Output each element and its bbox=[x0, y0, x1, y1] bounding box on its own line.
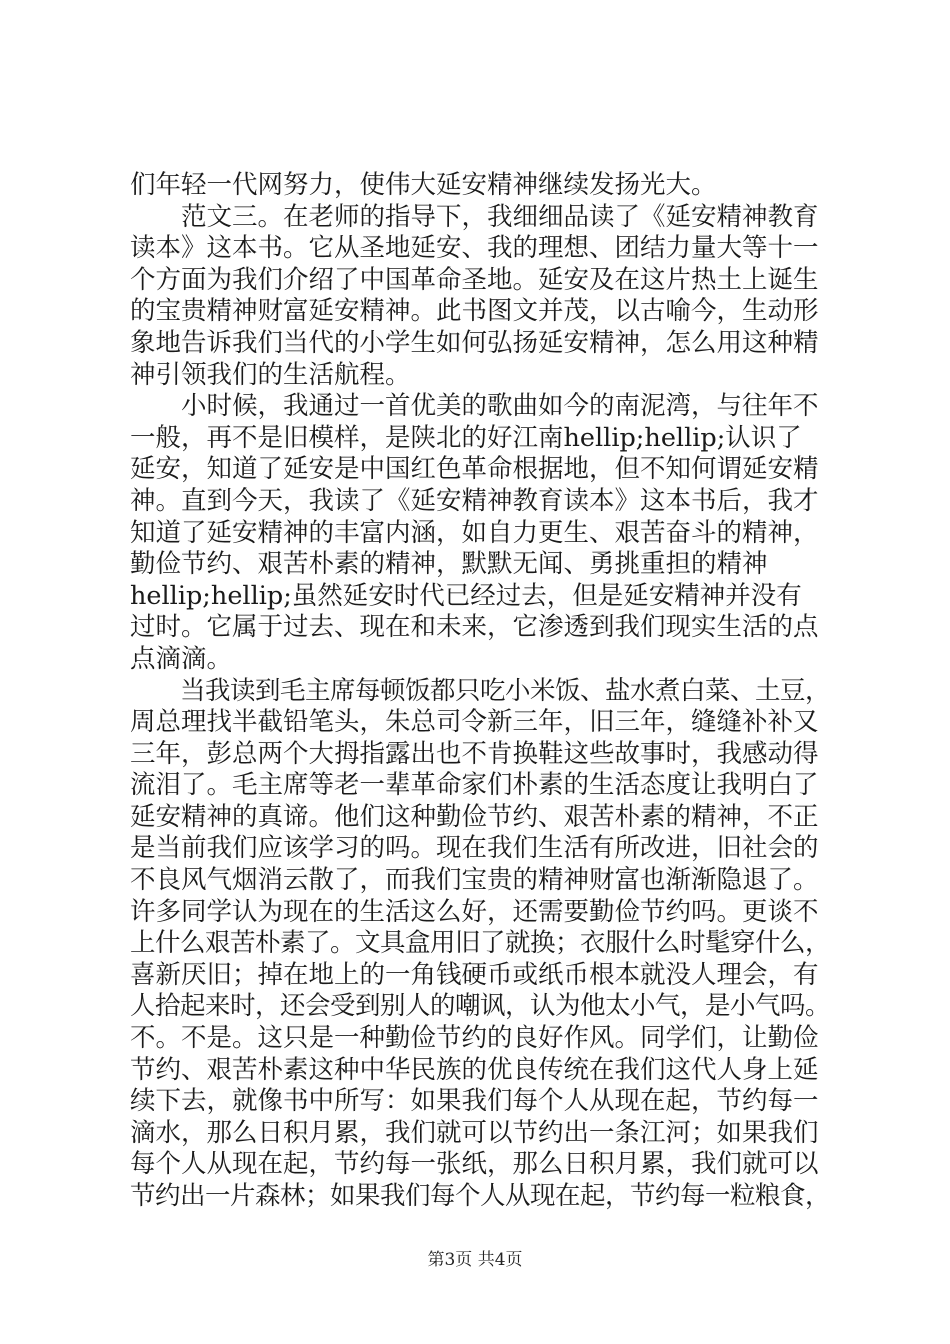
text-line: 神引领我们的生活航程。 bbox=[130, 359, 411, 390]
text-line: 许多同学认为现在的生活这么好，还需要勤俭节约吗。更谈不 bbox=[130, 896, 819, 927]
text-line: 节约、艰苦朴素这种中华民族的优良传统在我们这代人身上延 bbox=[130, 1054, 819, 1085]
text-line: 节约出一片森林；如果我们每个人从现在起，节约每一粒粮食， bbox=[130, 1181, 831, 1211]
text-line: 不良风气烟消云散了，而我们宝贵的精神财富也渐渐隐退了。 bbox=[130, 865, 819, 896]
text-line: 滴水，那么日积月累，我们就可以节约出一条江河；如果我们 bbox=[130, 1117, 819, 1148]
text-line: 的宝贵精神财富延安精神。此书图文并茂，以古喻今，生动形 bbox=[130, 296, 819, 327]
text-line: 每个人从现在起，节约每一张纸，那么日积月累，我们就可以 bbox=[130, 1149, 819, 1180]
text-line: 人拾起来时，还会受到别人的嘲讽，认为他太小气，是小气吗。 bbox=[130, 991, 831, 1022]
text-line: 续下去，就像书中所写：如果我们每个人从现在起，节约每一 bbox=[130, 1086, 819, 1117]
text-line: 们年轻一代网努力，使伟大延安精神继续发扬光大。 bbox=[130, 170, 717, 200]
text-line: 不。不是。这只是一种勤俭节约的良好作风。同学们，让勤俭 bbox=[130, 1023, 819, 1054]
text-line: 周总理找半截铅笔头，朱总司令新三年，旧三年，缝缝补补又 bbox=[130, 707, 819, 738]
text-line: 点滴滴。 bbox=[130, 643, 233, 674]
text-line: 个方面为我们介绍了中国革命圣地。延安及在这片热土上诞生 bbox=[130, 264, 819, 295]
text-line: 延安精神的真谛。他们这种勤俭节约、艰苦朴素的精神，不正 bbox=[130, 801, 819, 832]
text-line: 读本》这本书。它从圣地延安、我的理想、团结力量大等十一 bbox=[130, 233, 819, 264]
text-line: 上什么艰苦朴素了。文具盒用旧了就换；衣服什么时髦穿什么， bbox=[130, 928, 831, 959]
text-line: 知道了延安精神的丰富内涵，如自力更生、艰苦奋斗的精神， bbox=[130, 517, 819, 548]
text-line: 过时。它属于过去、现在和未来，它渗透到我们现实生活的点 bbox=[130, 612, 819, 643]
text-line: 是当前我们应该学习的吗。现在我们生活有所改进，旧社会的 bbox=[130, 833, 819, 864]
text-line: 当我读到毛主席每顿饭都只吃小米饭、盐水煮白菜、土豆， bbox=[130, 675, 831, 706]
text-line: 勤俭节约、艰苦朴素的精神，默默无闻、勇挑重担的精神 bbox=[130, 549, 768, 580]
text-line: 范文三。在老师的指导下，我细细品读了《延安精神教育 bbox=[130, 201, 819, 232]
text-line: 小时候，我通过一首优美的歌曲如今的南泥湾，与往年不 bbox=[130, 391, 819, 422]
text-line: 一般，再不是旧模样，是陕北的好江南hellip;hellip;认识了 bbox=[130, 422, 802, 453]
text-line: 三年，彭总两个大拇指露出也不肯换鞋这些故事时，我感动得 bbox=[130, 738, 819, 769]
text-line: 流泪了。毛主席等老一辈革命家们朴素的生活态度让我明白了 bbox=[130, 770, 819, 801]
text-line: 神。直到今天，我读了《延安精神教育读本》这本书后，我才 bbox=[130, 485, 819, 516]
text-line: 延安，知道了延安是中国红色革命根据地，但不知何谓延安精 bbox=[130, 454, 819, 485]
body-text bbox=[130, 170, 830, 1213]
text-line: hellip;hellip;虽然延安时代已经过去，但是延安精神并没有 bbox=[130, 580, 802, 611]
text-line: 喜新厌旧；掉在地上的一角钱硬币或纸币根本就没人理会，有 bbox=[130, 959, 819, 990]
text-line: 象地告诉我们当代的小学生如何弘扬延安精神，怎么用这种精 bbox=[130, 327, 819, 358]
page-footer: 第3页 共4页 bbox=[427, 1250, 523, 1270]
